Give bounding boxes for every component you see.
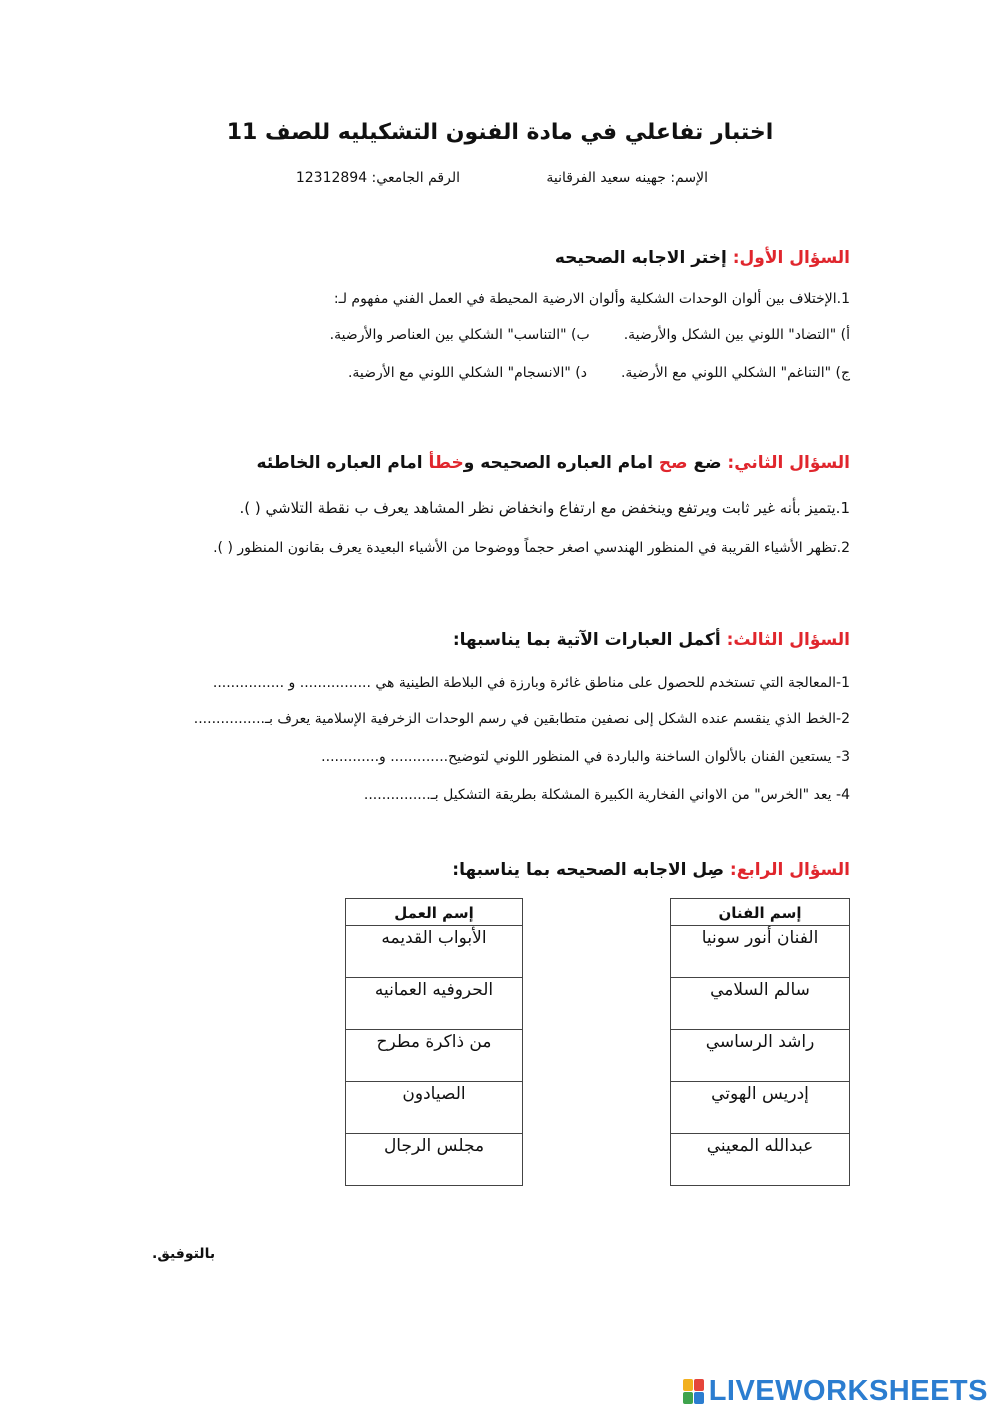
artist-cell[interactable]: سالم السلامي <box>671 978 850 1030</box>
q2-true-word: صح <box>658 453 688 473</box>
q1-heading <box>555 248 850 268</box>
q4-heading <box>452 860 850 880</box>
page-title: اختبار تفاعلي في مادة الفنون التشكيليه للصف 11 <box>226 120 774 145</box>
q2-item-1[interactable]: 1.يتميز بأنه غير ثابت ويرتفع وينخفض مع ارتفاع وانخفاض نظر المشاهد يعرف ب نقطة التلاشي ( ). <box>239 499 850 517</box>
q1-options-row-1 <box>330 327 850 343</box>
logo-blocks-icon <box>683 1379 705 1405</box>
q2-item-2[interactable]: 2.تظهر الأشياء القريبة في المنظور الهندسي اصغر حجماً ووضوحا من الأشياء البعيدة يعرف بقانون المنظور ( ). <box>213 540 850 556</box>
work-cell[interactable]: من ذاكرة مطرح <box>346 1030 523 1082</box>
q3-item-4[interactable]: 4- يعد "الخرس" من الاواني الفخارية الكبيرة المشكلة بطريقة التشكيل بـ............... <box>363 787 850 803</box>
q1-option-b[interactable]: ب) "التناسب" الشكلي بين العناصر والأرضية. <box>329 327 590 343</box>
q2-text-1: ضع <box>687 453 728 473</box>
work-cell[interactable]: الأبواب القديمه <box>346 926 523 978</box>
works-header: إسم العمل <box>346 899 523 926</box>
q3-heading <box>453 630 850 650</box>
q2-heading <box>257 453 850 473</box>
artist-cell[interactable]: عبدالله المعيني <box>671 1134 850 1186</box>
q1-option-d[interactable]: د) "الانسجام" الشكلي اللوني مع الأرضية. <box>347 365 587 381</box>
q1-item: 1.الإختلاف بين ألوان الوحدات الشكلية وألوان الارضية المحيطة في العمل الفني مفهوم لـ: <box>333 291 850 307</box>
q3-item-3[interactable]: 3- يستعين الفنان بالألوان الساخنة والباردة في المنظور اللوني لتوضيح............. و............. <box>321 749 850 765</box>
artist-cell[interactable]: راشد الرساسي <box>671 1030 850 1082</box>
closing-text: بالتوفيق. <box>152 1246 216 1262</box>
artist-cell[interactable]: الفنان أنور سونيا <box>671 926 850 978</box>
q3-label: السؤال الثالث: <box>726 630 850 650</box>
q2-label: السؤال الثاني: <box>727 453 850 473</box>
q1-label: السؤال الأول: <box>732 248 850 268</box>
work-cell[interactable]: مجلس الرجال <box>346 1134 523 1186</box>
logo-text: LIVEWORKSHEETS <box>708 1375 988 1407</box>
q1-text: إختر الاجابه الصحيحه <box>554 248 733 268</box>
artists-header: إسم الفنان <box>671 899 850 926</box>
student-id: الرقم الجامعي: 12312894 <box>295 170 460 186</box>
artists-table <box>670 898 850 1186</box>
q1-option-a[interactable]: أ) "التضاد" اللوني بين الشكل والأرضية. <box>623 327 850 343</box>
work-cell[interactable]: الحروفيه العمانيه <box>346 978 523 1030</box>
q4-label: السؤال الرابع: <box>729 860 850 880</box>
q2-text-3: امام العباره الخاطئه <box>256 453 429 473</box>
q1-options-row-2 <box>348 365 850 381</box>
q4-text: صِل الاجابه الصحيحه بما يناسبها: <box>452 860 730 880</box>
q2-false-word: خطأ <box>428 453 464 473</box>
artist-cell[interactable]: إدريس الهوتي <box>671 1082 850 1134</box>
student-name: الإسم: جهينه سعيد الفرقانية <box>546 170 708 186</box>
q3-item-1[interactable]: 1-المعالجة التي تستخدم للحصول على مناطق غائرة وبارزة في البلاطة الطينية هي ................ و ................ <box>212 675 850 691</box>
q1-option-c[interactable]: ج) "التناغم" الشكلي اللوني مع الأرضية. <box>620 365 850 381</box>
q3-text: أكمل العبارات الآتية بما يناسبها: <box>452 630 727 650</box>
q2-text-2: امام العباره الصحيحه و <box>463 453 659 473</box>
works-table <box>345 898 523 1186</box>
work-cell[interactable]: الصيادون <box>346 1082 523 1134</box>
q3-item-2[interactable]: 2-الخط الذي ينقسم عنده الشكل إلى نصفين متطابقين في رسم الوحدات الزخرفية الإسلامية يعرف بـ................ <box>193 711 850 727</box>
liveworksheets-logo[interactable] <box>683 1375 988 1408</box>
